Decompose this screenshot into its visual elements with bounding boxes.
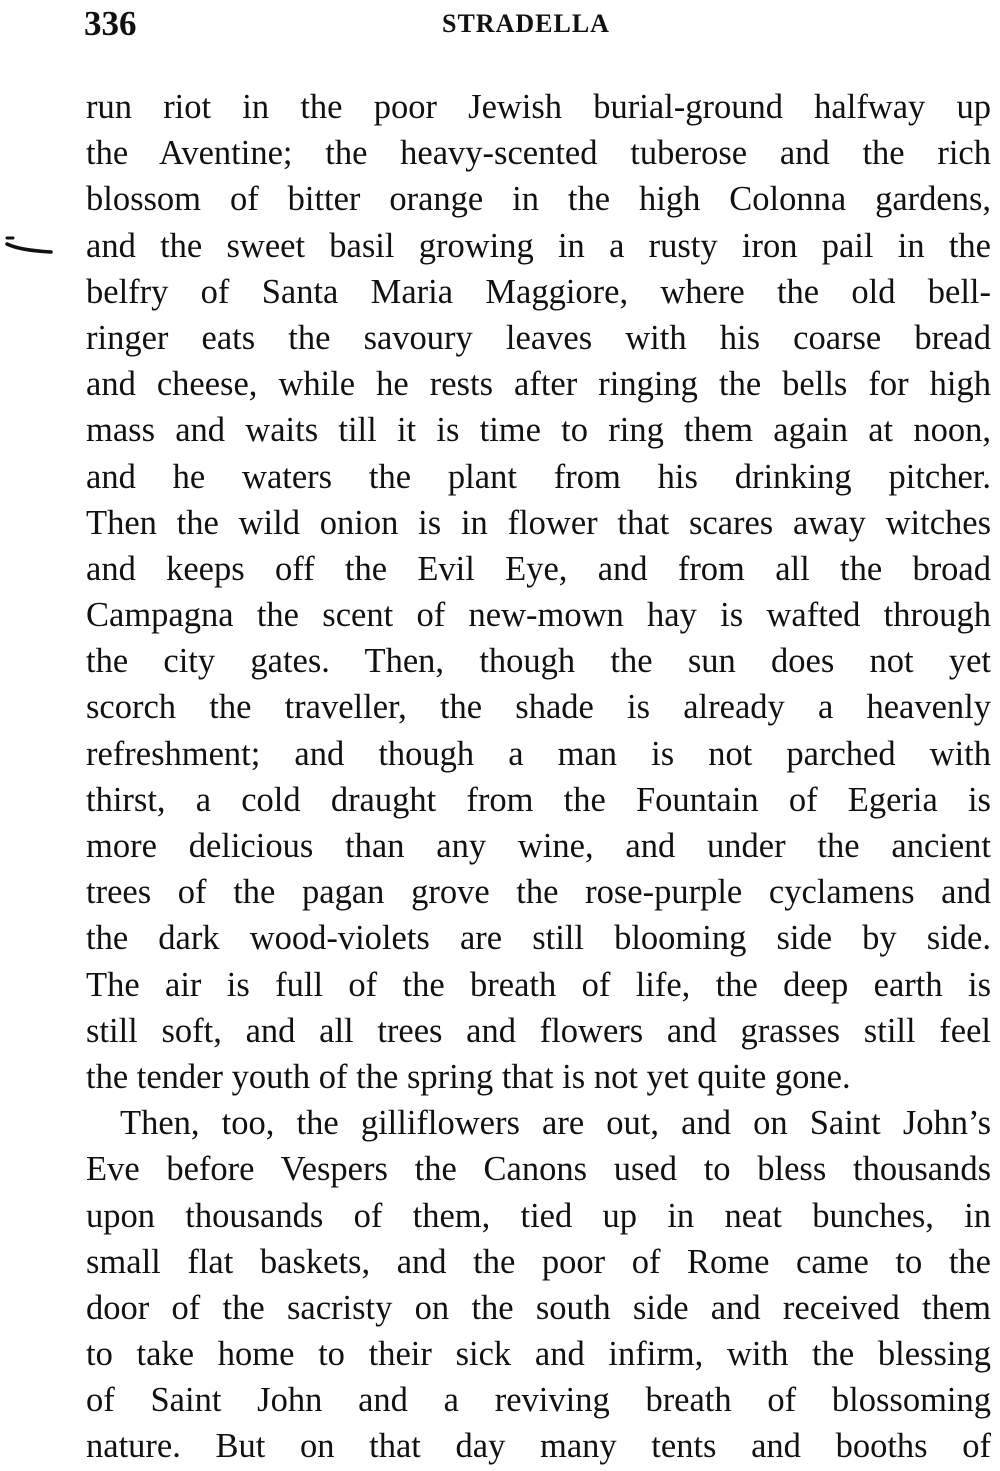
text-line: ringer eats the savoury leaves with his coarse bread — [86, 318, 991, 357]
running-title: STRADELLA — [442, 9, 610, 38]
text-line: to take home to their sick and infirm, with the blessing — [86, 1335, 991, 1374]
text-line: Then, too, the gilliflowers are out, and on Saint John’s — [120, 1104, 991, 1143]
text-line: refreshment; and though a man is not parched with — [86, 734, 991, 773]
text-line: thirst, a cold draught from the Fountain of Egeria is — [86, 780, 991, 819]
text-line: door of the sacristy on the south side and received them — [86, 1288, 991, 1327]
text-line: belfry of Santa Maria Maggiore, where the old bell- — [86, 272, 991, 311]
text-line: and he waters the plant from his drinking pitcher. — [86, 457, 991, 496]
text-line: run riot in the poor Jewish burial-ground halfway up — [86, 88, 991, 126]
text-line: the Aventine; the heavy-scented tuberose and the rich — [86, 134, 991, 173]
text-line: and the sweet basil growing in a rusty iron pail in the — [86, 226, 991, 265]
margin-pencil-mark — [3, 234, 55, 256]
text-line: small flat baskets, and the poor of Rome came to the — [86, 1242, 991, 1281]
text-line: and cheese, while he rests after ringing the bells for high — [86, 365, 991, 404]
paragraph-2 — [86, 1100, 991, 1470]
text-line: Eve before Vespers the Canons used to bless thousands — [86, 1150, 991, 1189]
text-line: more delicious than any wine, and under the ancient — [86, 827, 991, 865]
text-line: mass and waits till it is time to ring them again at noon, — [86, 411, 991, 450]
text-line: the tender youth of the spring that is not yet quite gone. — [86, 1057, 851, 1096]
page-header — [0, 0, 1000, 60]
text-line: still soft, and all trees and flowers and grasses still feel — [86, 1011, 991, 1050]
text-line: the city gates. Then, though the sun does not yet — [86, 642, 991, 681]
text-line: and keeps off the Evil Eye, and from all the broad — [86, 549, 991, 588]
text-line: upon thousands of them, tied up in neat bunches, in — [86, 1196, 991, 1235]
text-line: The air is full of the breath of life, the deep earth is — [86, 965, 991, 1004]
text-line: Campagna the scent of new-mown hay is wafted through — [86, 596, 991, 635]
text-line: scorch the traveller, the shade is already a heavenly — [86, 688, 991, 727]
paragraph-1 — [86, 84, 991, 1100]
text-line: trees of the pagan grove the rose-purple cyclamens and — [86, 873, 991, 912]
body-text — [86, 84, 991, 1470]
page-number: 336 — [84, 4, 137, 43]
text-line: Then the wild onion is in flower that scares away witches — [86, 503, 991, 542]
text-line: nature. But on that day many tents and booths of — [86, 1427, 991, 1466]
text-line: the dark wood-violets are still blooming side by side. — [86, 919, 991, 958]
text-line: of Saint John and a reviving breath of blossoming — [86, 1381, 991, 1420]
text-line: blossom of bitter orange in the high Colonna gardens, — [86, 180, 991, 219]
